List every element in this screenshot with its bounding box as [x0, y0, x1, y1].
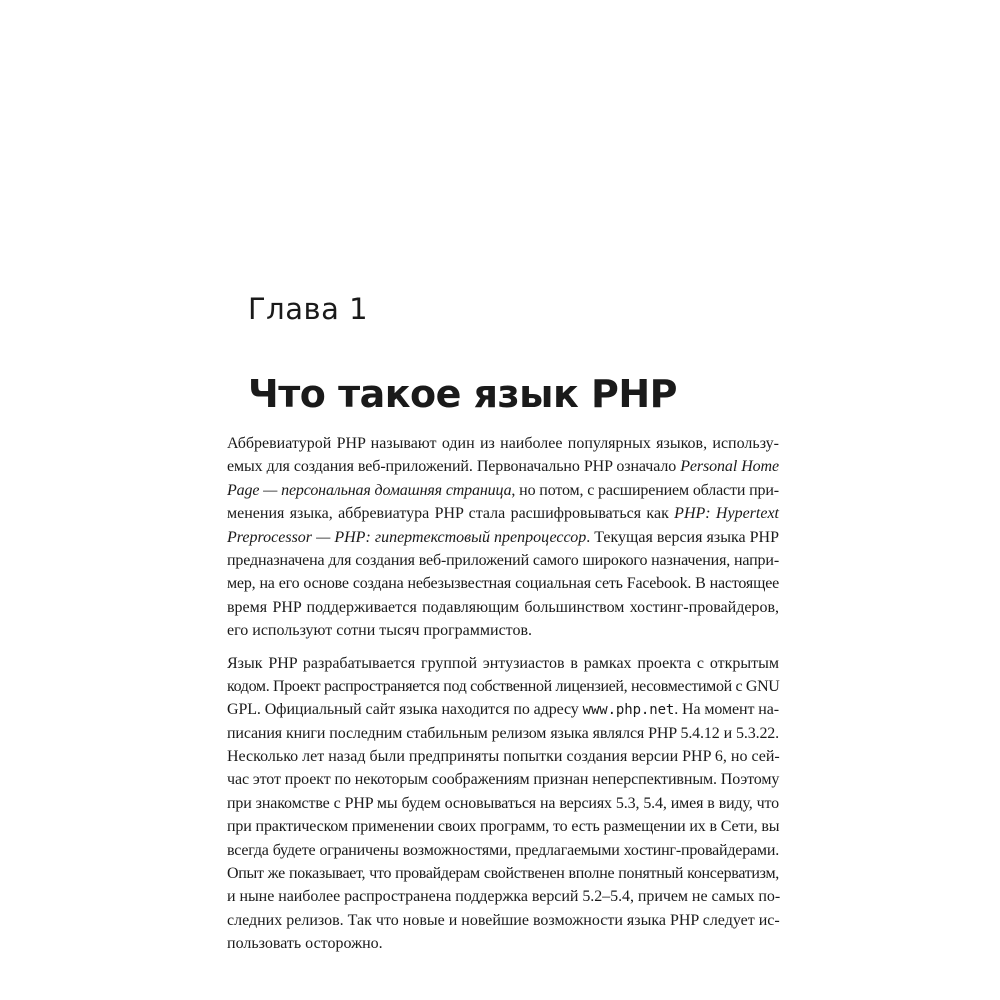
- text-line: [227, 432, 779, 455]
- text-segment: . На момент на-: [674, 701, 779, 719]
- paragraph: [227, 432, 779, 643]
- emphasis-text: Preprocessor — PHP: гипертекстовый препроцессор: [227, 528, 587, 546]
- text-line: [227, 932, 779, 955]
- text-line: [227, 526, 779, 549]
- text-segment: писания книги последним стабильным релизом языка являлся PHP 5.4.12 и 5.3.22.: [227, 724, 779, 742]
- text-segment: час этот проект по некоторым соображениям признан неперспективным. Поэтому: [227, 771, 780, 789]
- text-segment: всегда будете ограничены возможностями, предлагаемыми хостинг-провайдерами.: [227, 841, 779, 859]
- text-line: [227, 502, 779, 525]
- text-line: [227, 722, 779, 745]
- chapter-label: Глава 1: [248, 292, 369, 326]
- body-text: [227, 432, 779, 956]
- text-line: [227, 909, 779, 932]
- text-segment: и ныне наиболее распространена поддержка версий 5.2–5.4, причем не самых по-: [227, 888, 781, 906]
- text-line: [227, 455, 779, 478]
- text-line: [227, 572, 779, 595]
- text-line: [227, 549, 779, 572]
- emphasis-text: PHP: Hypertext: [674, 505, 779, 523]
- text-line: [227, 815, 779, 838]
- text-segment: мер, на его основе создана небезызвестная социальная сеть Facebook. В настоящее: [227, 575, 779, 593]
- text-segment: . Текущая версия языка PHP: [586, 528, 779, 546]
- text-segment: Язык PHP разрабатывается группой энтузиастов в рамках проекта с открытым: [227, 654, 779, 672]
- text-line: [227, 885, 779, 908]
- text-segment: Опыт же показывает, что провайдерам свойственен вполне понятный консерватизм,: [227, 865, 779, 883]
- text-segment: при практическом применении своих программ, то есть размещении их в Сети, вы: [227, 818, 780, 836]
- text-line: [227, 839, 779, 862]
- text-line: [227, 596, 779, 619]
- paragraph: [227, 652, 779, 956]
- text-line: [227, 862, 779, 885]
- text-segment: менения языка, аббревиатура PHP стала расшифровываться как: [227, 505, 675, 523]
- url-text: www.php.net: [582, 702, 675, 719]
- text-line: [227, 792, 779, 815]
- text-segment: , но потом, с расширением области при-: [511, 481, 779, 499]
- text-segment: следних релизов. Так что новые и новейшие возможности языка PHP следует ис-: [227, 911, 780, 929]
- text-segment: Аббревиатурой PHP называют один из наиболее популярных языков, использу-: [227, 435, 779, 452]
- text-segment: при знакомстве с PHP мы будем основываться на версиях 5.3, 5.4, имея в виду, что: [227, 794, 779, 812]
- text-segment: емых для создания веб-приложений. Первоначально PHP означало: [227, 458, 681, 476]
- text-line: [227, 479, 779, 502]
- text-segment: пользовать осторожно.: [227, 935, 383, 953]
- text-line: [227, 675, 779, 698]
- text-segment: его используют сотни тысяч программистов.: [227, 622, 533, 640]
- text-segment: Несколько лет назад были предприняты попытки создания версии PHP 6, но сей-: [227, 748, 780, 766]
- text-segment: предназначена для создания веб-приложений самого широкого назначения, напри-: [227, 551, 779, 569]
- text-segment: GPL. Официальный сайт языка находится по адресу: [227, 701, 583, 719]
- emphasis-text: Page — персональная домашняя страница: [227, 481, 512, 499]
- text-line: [227, 698, 779, 721]
- text-segment: кодом. Проект распространяется под собственной лицензией, несовместимой с GNU: [227, 677, 780, 695]
- chapter-title: Что такое язык PHP: [248, 372, 678, 416]
- text-line: [227, 745, 779, 768]
- text-line: [227, 619, 779, 642]
- text-line: [227, 652, 779, 675]
- emphasis-text: Personal Home: [680, 458, 780, 476]
- paragraph-gap: [227, 643, 779, 652]
- text-line: [227, 768, 779, 791]
- text-segment: время PHP поддерживается подавляющим большинством хостинг-провайдеров,: [227, 598, 779, 616]
